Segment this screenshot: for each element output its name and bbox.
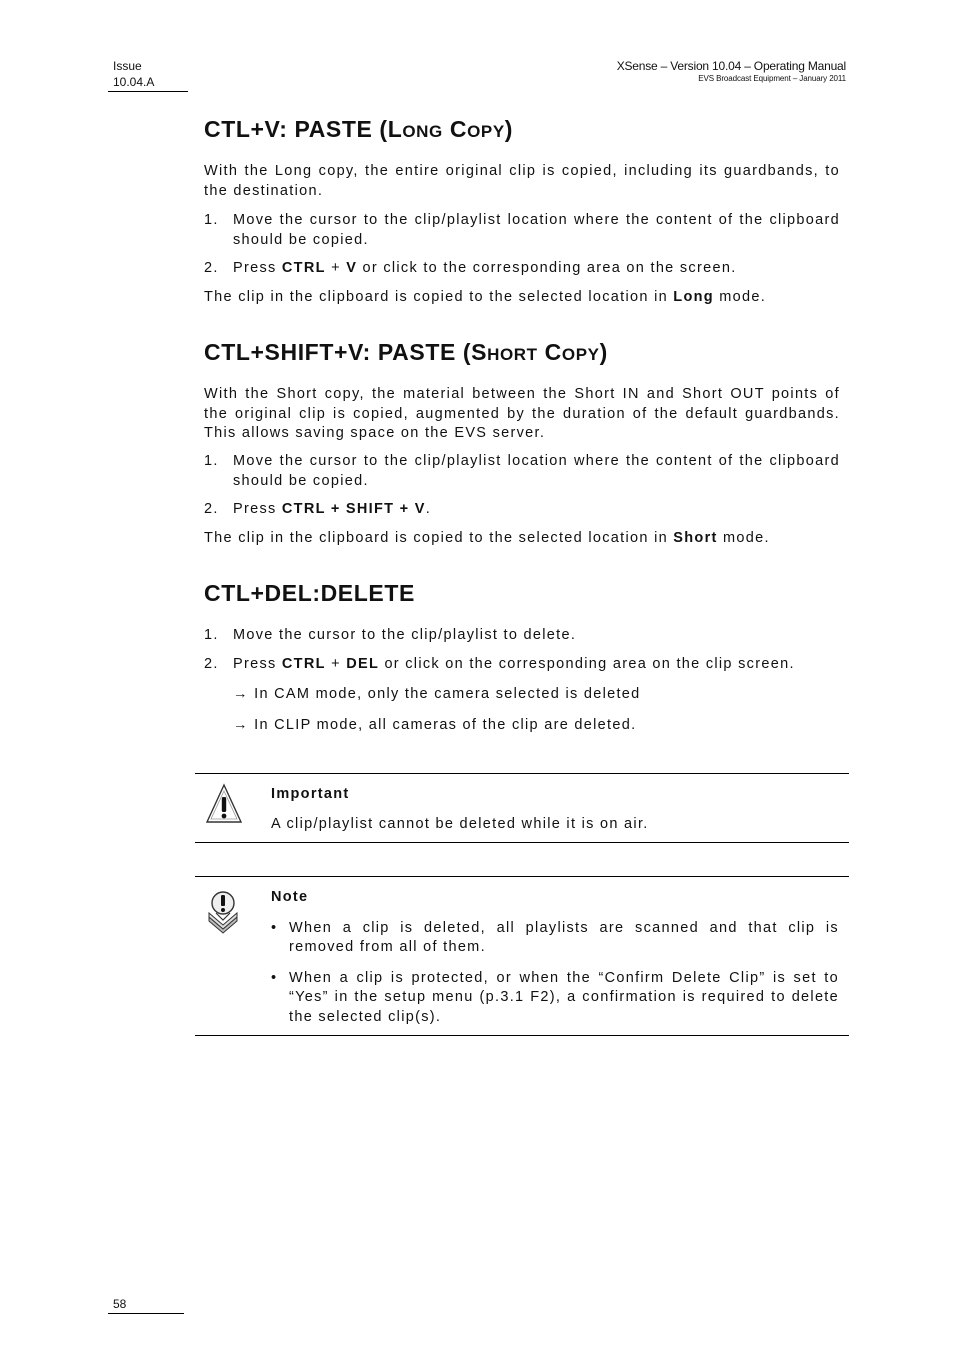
note-bullet-2: • When a clip is protected, or when the “Confirm Delete Clip” is set to “Yes” in the setup menu (p.3.1 F2), a confirmation is required to delete the selected clip(s). — [271, 969, 839, 1025]
section-long-copy — [204, 115, 840, 146]
note-box — [195, 876, 849, 1036]
important-title: Important — [271, 786, 350, 802]
long-copy-intro: With the Long copy, the entire original clip is copied, including its guardbands, to the destination. — [204, 163, 840, 199]
delete-clip-mode: → In CLIP mode, all cameras of the clip are deleted. — [233, 717, 637, 733]
delete-step-1: 1. Move the cursor to the clip/playlist to delete. — [204, 627, 577, 643]
note-bullet-1: • When a clip is deleted, all playlists are scanned and that clip is removed from all of them. — [271, 919, 839, 955]
short-copy-result: The clip in the clipboard is copied to the selected location in Short mode. — [204, 530, 770, 546]
section-delete — [204, 579, 840, 607]
delete-cam-mode: → In CAM mode, only the camera selected is deleted — [233, 686, 641, 702]
section-title-delete: CTL+DEL:DELETE — [204, 580, 415, 606]
note-title: Note — [271, 889, 309, 905]
section-short-copy — [204, 338, 840, 369]
header-issue — [113, 58, 154, 90]
arrow-icon: → — [233, 717, 249, 733]
section-title-long-copy: CTL+V: PASTE (LONG COPY) — [204, 116, 514, 142]
issue-number: 10.04.A — [113, 75, 155, 89]
important-body — [271, 785, 839, 834]
delete-step-2: 2. Press CTRL + DEL or click on the corresponding area on the clip screen. — [204, 656, 795, 672]
important-text: A clip/playlist cannot be deleted while it is on air. — [271, 815, 649, 832]
footer-rule — [108, 1313, 184, 1314]
short-copy-step-1: 1. Move the cursor to the clip/playlist location where the content of the clipboard should be copied. — [204, 453, 840, 489]
short-copy-intro: With the Short copy, the material between the Short IN and Short OUT points of the original clip is copied, augmented by the duration of the default guardbands. This allows saving space on the EVS server. — [204, 386, 840, 441]
long-copy-result: The clip in the clipboard is copied to the selected location in Long mode. — [204, 289, 767, 305]
header-manual — [617, 58, 846, 84]
section-title-short-copy: CTL+SHIFT+V: PASTE (SHORT COPY) — [204, 339, 608, 365]
short-copy-step-2: 2. Press CTRL + SHIFT + V. — [204, 501, 432, 517]
important-box — [195, 773, 849, 843]
warning-triangle-icon — [205, 782, 243, 831]
manual-subtitle: EVS Broadcast Equipment – January 2011 — [698, 74, 846, 83]
page-number: 58 — [113, 1297, 127, 1311]
issue-label: Issue — [113, 59, 142, 73]
manual-title: XSense – Version 10.04 – Operating Manual — [616, 59, 846, 73]
long-copy-step-2: 2. Press CTRL + V or click to the corresponding area on the screen. — [204, 260, 737, 276]
note-icon — [205, 889, 241, 942]
header-left-rule — [108, 91, 188, 92]
arrow-icon: → — [233, 686, 249, 702]
long-copy-step-1: 1. Move the cursor to the clip/playlist location where the content of the clipboard should be copied. — [204, 212, 840, 248]
note-body — [271, 888, 839, 1027]
